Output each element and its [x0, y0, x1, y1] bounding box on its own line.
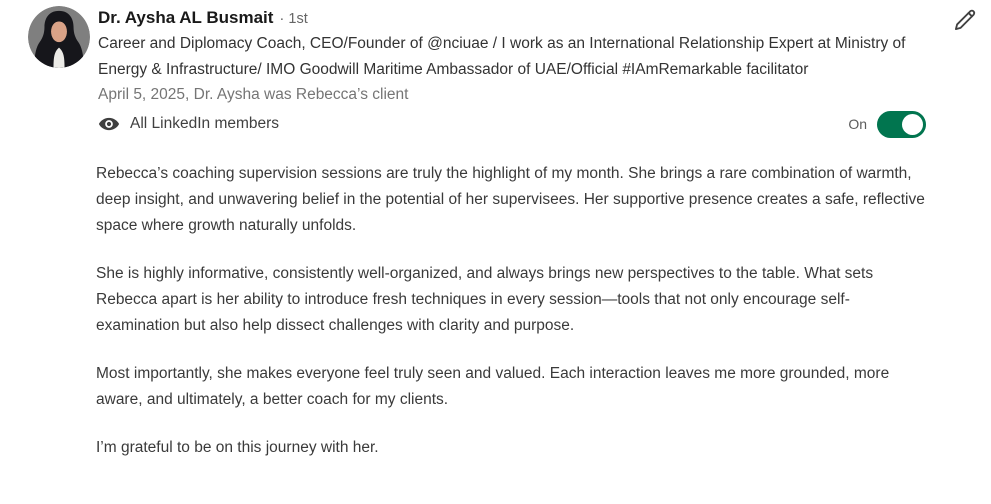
eye-icon — [98, 113, 120, 135]
profile-photo — [28, 6, 90, 68]
recommendation-paragraph: Rebecca’s coaching supervision sessions are truly the highlight of my month. She brings a rare combination of warmth, deep insight, and unwavering belief in the potential of her supervisees. Her supportive presence creates a safe, reflective space where growth naturally unfolds. — [96, 165, 925, 234]
header-content — [98, 6, 926, 138]
recommendation-paragraph: Most importantly, she makes everyone feel truly seen and valued. Each interaction leaves me more grounded, more aware, and ultimately, a better coach for my clients. — [96, 365, 890, 408]
visibility-left — [98, 113, 279, 135]
toggle-knob — [902, 114, 923, 135]
visibility-toggle[interactable] — [877, 111, 926, 138]
toggle-label: On — [848, 116, 867, 132]
recommender-name[interactable]: Dr. Aysha AL Busmait — [98, 8, 274, 27]
recommendation-text — [0, 138, 991, 461]
toggle-group — [848, 111, 926, 138]
visibility-text: All LinkedIn members — [130, 115, 280, 132]
connection-degree: 1st — [288, 11, 308, 27]
edit-recommendation-button[interactable] — [949, 4, 981, 36]
visibility-row — [98, 110, 926, 138]
recommendation-paragraph: I’m grateful to be on this journey with her. — [96, 439, 379, 456]
degree-separator: · — [279, 10, 285, 27]
name-line — [98, 6, 926, 28]
recommendation-paragraph: She is highly informative, consistently well-organized, and always brings new perspectives to the table. What sets Rebecca apart is her ability to introduce fresh techniques in every session—tools that not only encourage self-examination but also help dissect challenges with clarity and purpose. — [96, 265, 874, 334]
relationship-line: April 5, 2025, Dr. Aysha was Rebecca’s client — [98, 86, 409, 103]
pencil-icon — [952, 7, 978, 33]
recommendation-header — [0, 0, 991, 138]
avatar[interactable] — [28, 6, 90, 68]
recommender-headline: Career and Diplomacy Coach, CEO/Founder of @nciuae / I work as an International Relationship Expert at Ministry of Energy & Infrastructure/ IMO Goodwill Maritime Ambassador of UAE/Official #IAmRemarkable facilitator — [98, 35, 906, 78]
